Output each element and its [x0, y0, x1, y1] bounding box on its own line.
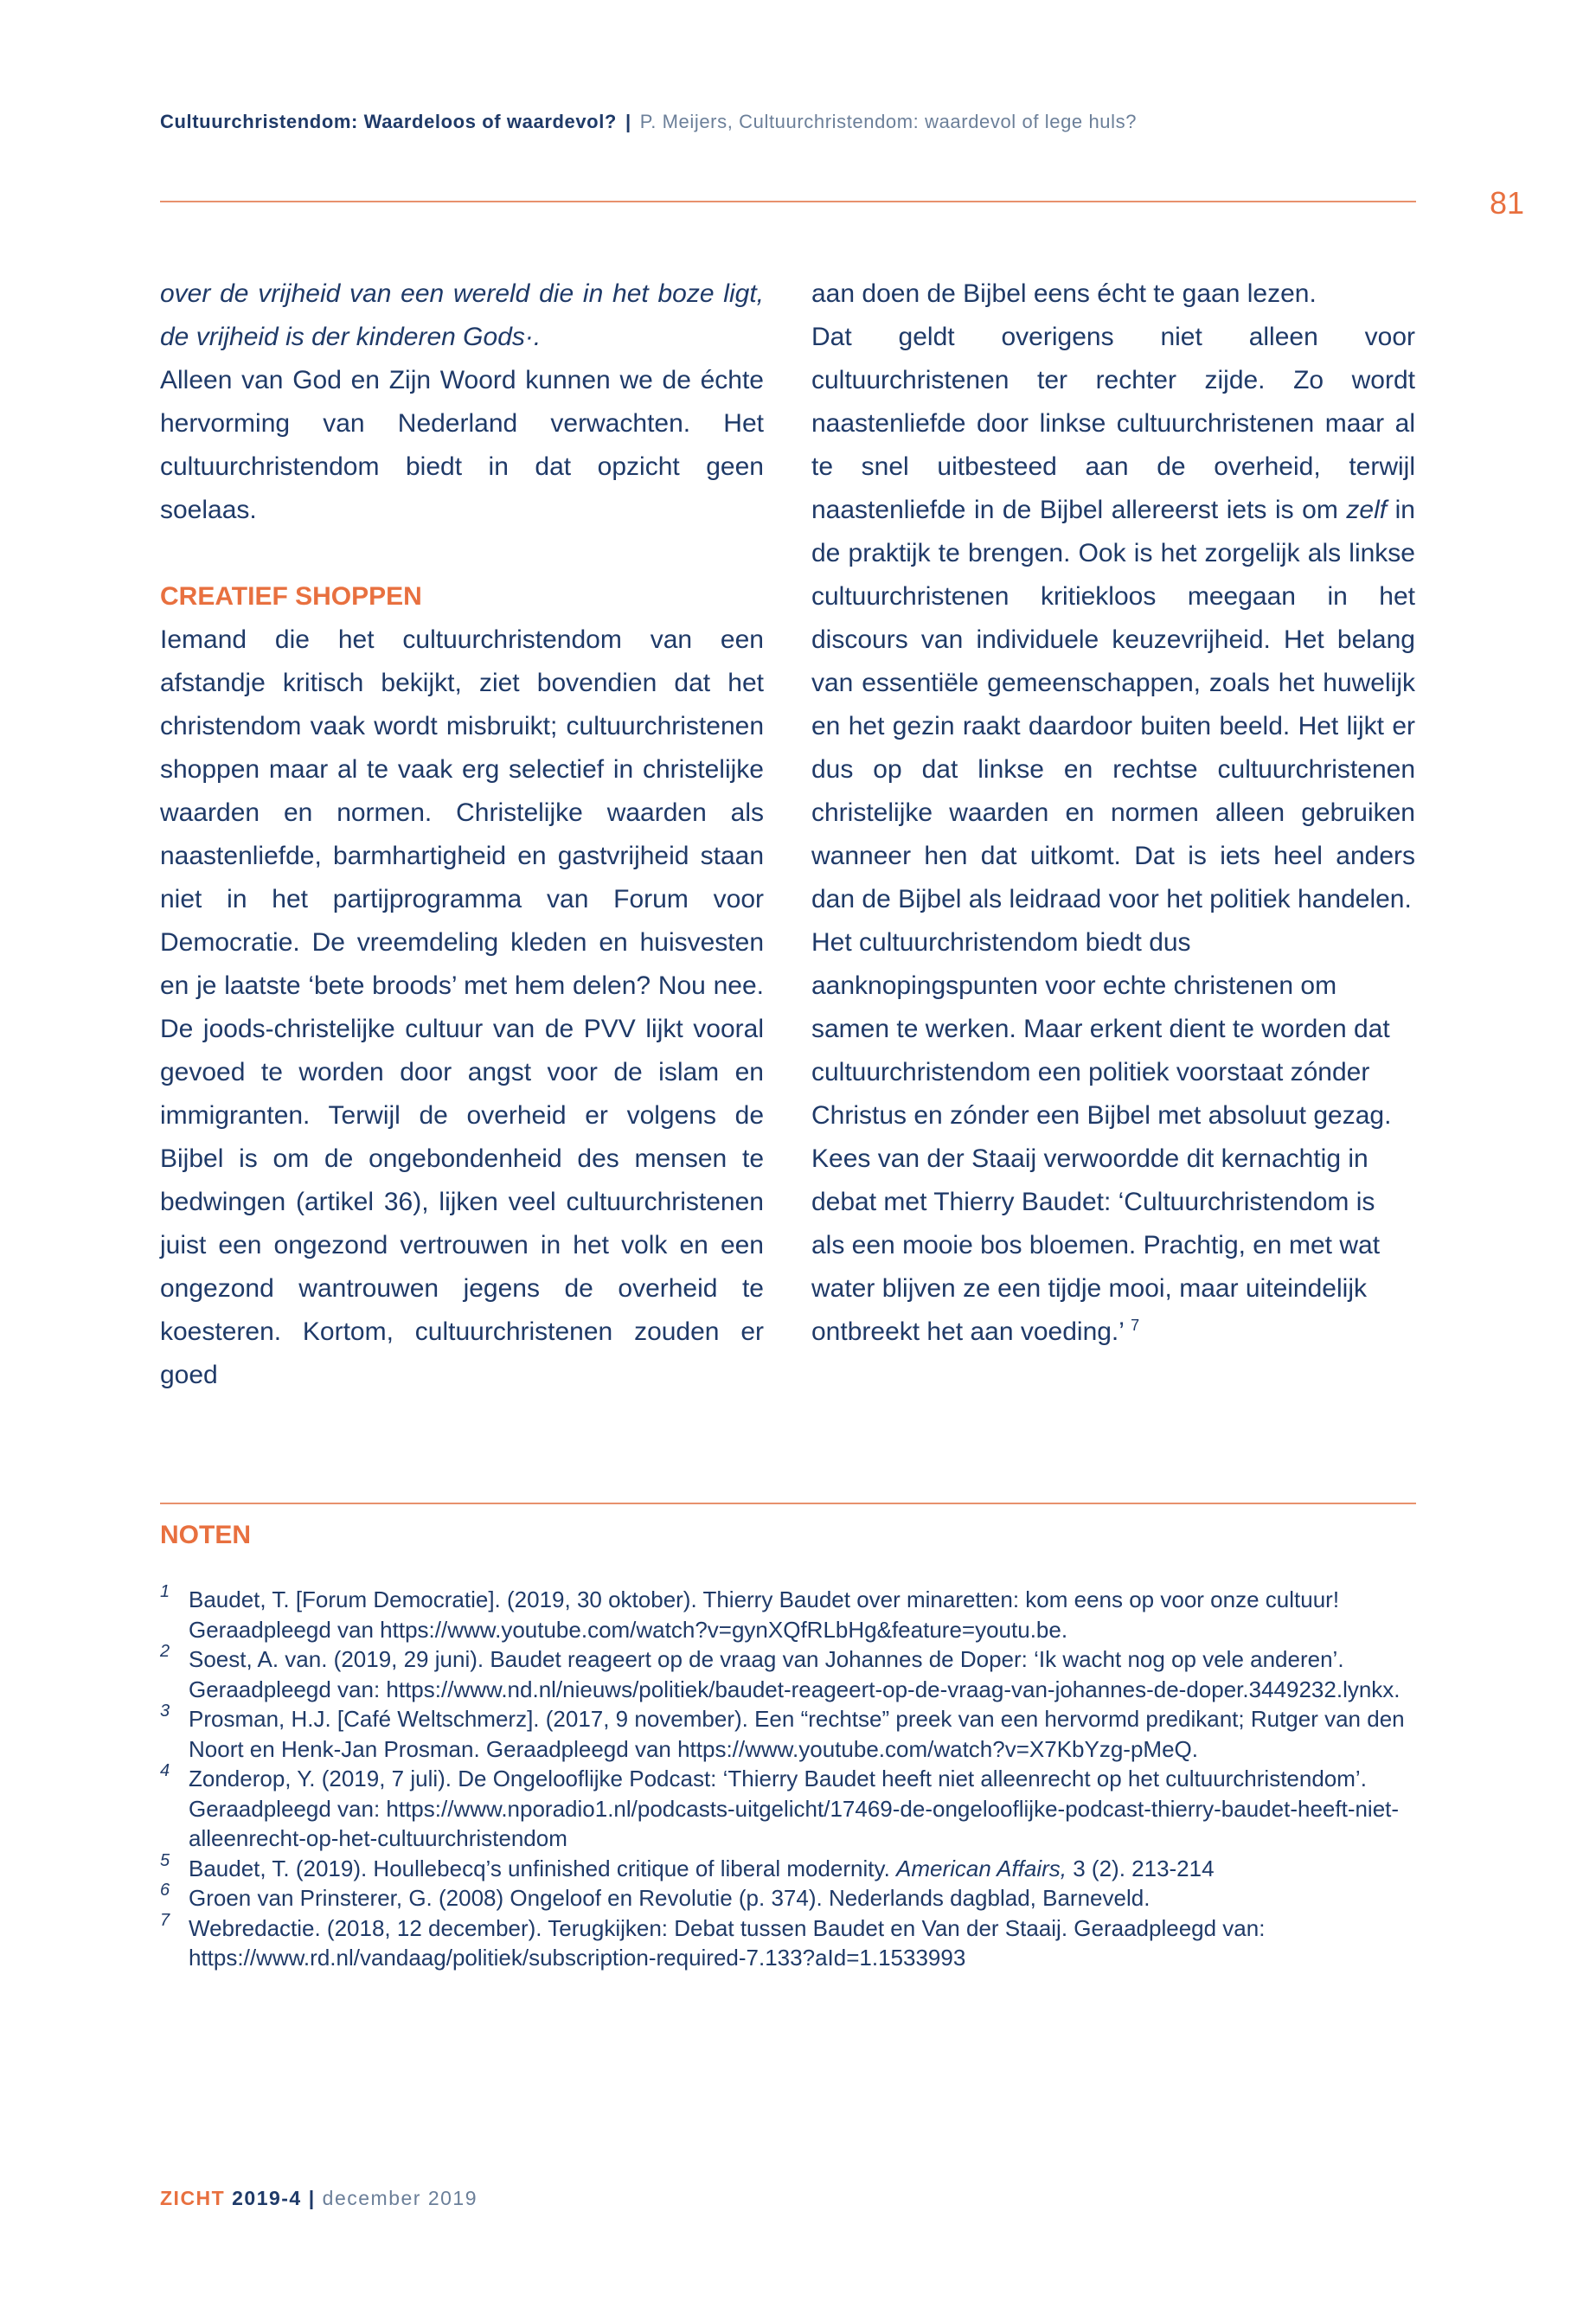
- note-number: 5: [160, 1850, 170, 1870]
- note-number: 4: [160, 1761, 170, 1780]
- note-number: 1: [160, 1582, 170, 1601]
- magazine-name: ZICHT: [160, 2187, 226, 2209]
- note-text: Groen van Prinsterer, G. (2008) Ongeloof en Revolutie (p. 374). Nederlands dagblad, Barneveld.: [189, 1885, 1151, 1911]
- left-column: [160, 272, 764, 1397]
- note-text: Baudet, T. [Forum Democratie]. (2019, 30 oktober). Thierry Baudet over minaretten: kom eens op voor onze cultuur! Geraadpleegd van https://www.youtube.com/watch?v=gynXQfRLbHg&feature=youtu.be.: [189, 1586, 1340, 1643]
- left-paragraph-2: Alleen van God en Zijn Woord kunnen we de échte hervorming van Nederland verwachten. Het cultuurchristendom biedt in dat opzicht geen soelaas.: [160, 366, 764, 524]
- note-text: Zonderop, Y. (2019, 7 juli). De Ongelooflijke Podcast: ‘Thierry Baudet heeft niet alleenrecht op het cultuurchristendom’. Geraadpleegd van: https://www.nporadio1.nl/podcasts-uitgelicht/17469-de-ongelooflijke-podcast-thierry-baudet-heeft-niet-alleenrecht-op-het-cultuurchristendom: [189, 1766, 1400, 1851]
- note-item: [160, 1582, 1423, 1644]
- note-text: Soest, A. van. (2019, 29 juni). Baudet reageert op de vraag van Johannes de Doper: ‘Ik wacht nog op vele anderen’. Geraadpleegd van: https://www.nd.nl/nieuws/politiek/baudet-reageert-op-de-vraag-van-johannes-de-doper.3449232.lynkx.: [189, 1646, 1401, 1702]
- issue-number: 2019-4: [232, 2187, 302, 2209]
- emphasis-word: zelf: [1346, 496, 1388, 524]
- note-number: 3: [160, 1702, 170, 1721]
- page-number: 81: [1490, 185, 1525, 221]
- note-number: 2: [160, 1642, 170, 1661]
- note-text: Webredactie. (2018, 12 december). Terugkijken: Debat tussen Baudet en Van der Staaij. Geraadpleegd van: https://www.rd.nl/vandaag/politiek/subscription-required-7.133?aId=1.1533993: [189, 1914, 1266, 1971]
- note-text-part-a: Baudet, T. (2019). Houllebecq’s unfinished critique of liberal modernity.: [189, 1855, 897, 1881]
- footer-separator: |: [308, 2187, 316, 2209]
- journal-section-title: Cultuurchristendom: Waardeloos of waardevol?: [160, 111, 617, 132]
- right-paragraph-3-text: Het cultuurchristendom biedt dus aanknopingspunten voor echte christenen om samen te werken. Maar erkent dient te worden dat cultuurchristendom een politiek voorstaat zónder Christus en zónder een Bijbel met absoluut gezag. Kees van der Staaij verwoordde dit kernachtig in debat met Thierry Baudet: ‘Cultuurchristendom is als een mooie bos bloemen. Prachtig, en met wat water blijven ze een tijdje mooi, maar uiteindelijk ontbreekt het aan voeding.’: [811, 928, 1392, 1346]
- note-number: 7: [160, 1910, 170, 1930]
- header-divider: [160, 201, 1416, 202]
- note-item: [160, 1883, 1423, 1913]
- note-item: [160, 1850, 1423, 1884]
- note-item: [160, 1761, 1423, 1854]
- note-item: [160, 1704, 1423, 1764]
- journal-name: American Affairs,: [896, 1855, 1067, 1881]
- right-paragraph-2: [811, 316, 1415, 921]
- right-paragraph-1: aan doen de Bijbel eens écht te gaan lezen.: [811, 279, 1317, 308]
- right-paragraph-2-part-b: in de praktijk te brengen. Ook is het zorgelijk als linkse cultuurchristenen kritiekloos meegaan in het discours van individuele keuzevrijheid. Het belang van essentiële gemeenschappen, zoals het huwelijk en het gezin raakt daardoor buiten beeld. Het lijkt er dus op dat linkse en rechtse cultuurchristenen christelijke waarden en normen alleen gebruiken wanneer hen dat uitkomt. Dat is iets heel anders dan de Bijbel als leidraad voor het politiek handelen.: [811, 496, 1415, 913]
- issue-date: december 2019: [322, 2187, 478, 2209]
- section-heading: CREATIEF SHOPPEN: [160, 582, 422, 611]
- note-item: [160, 1644, 1423, 1704]
- notes-list: [160, 1582, 1423, 1973]
- running-footer: [160, 2187, 478, 2210]
- right-paragraph-3: [811, 921, 1415, 1354]
- left-paragraph-3: Iemand die het cultuurchristendom van een afstandje kritisch bekijkt, ziet bovendien dat het christendom vaak wordt misbruikt; cultuurchristenen shoppen maar al te vaak erg selectief in christelijke waarden en normen. Christelijke waarden als naastenliefde, barmhartigheid en gastvrijheid staan niet in het partijprogramma van Forum voor Democratie. De vreemdeling kleden en huisvesten en je laatste ‘bete broods’ met hem delen? Nou nee. De joods-christelijke cultuur van de PVV lijkt vooral gevoed te worden door angst voor de islam en immigranten. Terwijl de overheid er volgens de Bijbel is om de ongebondenheid des mensen te bedwingen (artikel 36), lijken veel cultuurchristenen juist een ongezond vertrouwen in het volk en een ongezond wantrouwen jegens de overheid te koesteren. Kortom, cultuurchristenen zouden er goed: [160, 625, 764, 1389]
- note-text-part-b: 3 (2). 213-214: [1067, 1855, 1215, 1881]
- note-text: [189, 1854, 1423, 1884]
- right-column: [811, 272, 1415, 1354]
- note-number: 6: [160, 1881, 170, 1900]
- right-paragraph-2-part-a: Dat geldt overigens niet alleen voor cultuurchristenen ter rechter zijde. Zo wordt naastenliefde door linkse cultuurchristenen maar al te snel uitbesteed aan de overheid, terwijl naastenliefde in de Bijbel allereerst iets is om: [811, 323, 1415, 524]
- footnote-reference[interactable]: 7: [1131, 1317, 1140, 1334]
- note-text: Prosman, H.J. [Café Weltschmerz]. (2017, 9 november). Een “rechtse” preek van een hervormd predikant; Rutger van den Noort en Henk-Jan Prosman. Geraadpleegd van https://www.youtube.com/watch?v=X7KbYzg-pMeQ.: [189, 1706, 1405, 1762]
- notes-heading: NOTEN: [160, 1521, 251, 1549]
- article-reference: P. Meijers, Cultuurchristendom: waardevol of lege huls?: [639, 111, 1138, 132]
- note-item: [160, 1910, 1423, 1973]
- notes-divider: [160, 1503, 1416, 1504]
- header-separator: |: [625, 111, 631, 132]
- left-paragraph-1: over de vrijheid van een wereld die in het boze ligt, de vrijheid is der kinderen Gods·.: [160, 279, 764, 351]
- running-header: [160, 111, 1137, 133]
